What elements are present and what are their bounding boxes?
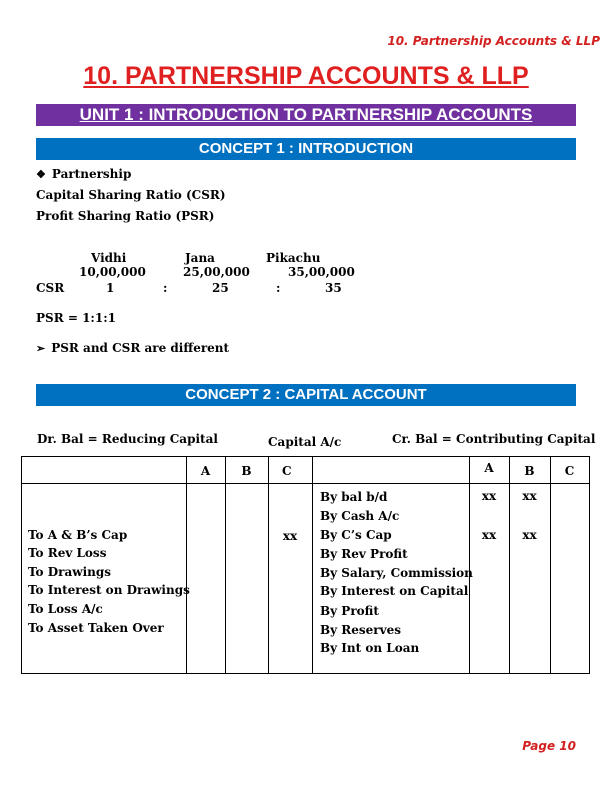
csr-value: 35 <box>325 281 342 295</box>
partner-capital: 25,00,000 <box>183 265 250 279</box>
table-border-left <box>21 456 22 674</box>
partner-capital: 10,00,000 <box>79 265 146 279</box>
credit-balance-label: Cr. Bal = Contributing Capital <box>392 432 596 446</box>
bullet-title: Partnership <box>51 167 132 181</box>
col-header-c: C <box>282 464 292 478</box>
table-header-line <box>21 483 590 484</box>
credit-item: By Rev Profit <box>320 547 408 561</box>
credit-item: By Profit <box>320 604 379 618</box>
debit-item: To Interest on Drawings <box>28 583 190 597</box>
csr-value: 25 <box>212 281 229 295</box>
credit-a-value: xx <box>481 528 497 542</box>
ratio-colon: : <box>163 281 168 295</box>
credit-a-value: xx <box>481 489 497 503</box>
arrow-bullet-icon: ➢ <box>36 342 46 355</box>
debit-balance-label: Dr. Bal = Reducing Capital <box>37 432 218 446</box>
col-divider <box>186 456 187 674</box>
csr-value: 1 <box>106 281 115 295</box>
diamond-bullet-icon: ❖ <box>36 168 46 181</box>
partner-name: Jana <box>185 251 215 265</box>
table-border-right <box>589 456 590 674</box>
page-number: Page 10 <box>522 739 576 753</box>
partnership-bullet <box>36 167 131 181</box>
col-divider <box>225 456 226 674</box>
col-header-b: B <box>524 464 535 478</box>
debit-c-value: xx <box>282 529 298 543</box>
table-border-top <box>21 456 590 457</box>
unit-heading: UNIT 1 : INTRODUCTION TO PARTNERSHIP ACCOUNTS <box>36 104 576 126</box>
debit-item: To Rev Loss <box>28 546 107 560</box>
page-title: 10. PARTNERSHIP ACCOUNTS & LLP <box>83 62 529 90</box>
psr-line: Profit Sharing Ratio (PSR) <box>36 209 215 223</box>
running-header: 10. Partnership Accounts & LLP <box>387 34 600 48</box>
credit-item: By C’s Cap <box>320 528 392 542</box>
partner-name: Pikachu <box>266 251 321 265</box>
csr-label: CSR <box>36 281 65 295</box>
credit-item: By Reserves <box>320 623 401 637</box>
credit-b-value: xx <box>522 528 537 542</box>
psr-ratio: PSR = 1:1:1 <box>36 311 116 325</box>
col-divider <box>312 456 313 674</box>
note-text: PSR and CSR are different <box>51 341 230 355</box>
debit-item: To Drawings <box>28 565 111 579</box>
col-header-a: A <box>484 461 494 475</box>
credit-item: By Int on Loan <box>320 641 420 655</box>
ratio-colon: : <box>276 281 281 295</box>
csr-line: Capital Sharing Ratio (CSR) <box>36 188 226 202</box>
concept1-heading: CONCEPT 1 : INTRODUCTION <box>36 138 576 160</box>
col-header-b: B <box>241 464 252 478</box>
table-border-bottom <box>21 673 590 674</box>
credit-b-value: xx <box>522 489 537 503</box>
credit-item: By bal b/d <box>320 490 388 504</box>
account-title: Capital A/c <box>268 435 342 449</box>
col-header-c: C <box>564 464 575 478</box>
col-divider <box>268 456 269 674</box>
partner-name: Vidhi <box>91 251 127 265</box>
credit-item: By Interest on Capital <box>320 584 469 598</box>
debit-item: To A & B’s Cap <box>28 528 128 542</box>
debit-item: To Loss A/c <box>28 602 103 616</box>
col-header-a: A <box>200 464 211 478</box>
note-bullet <box>36 341 229 355</box>
credit-item: By Cash A/c <box>320 509 400 523</box>
concept2-heading: CONCEPT 2 : CAPITAL ACCOUNT <box>36 384 576 406</box>
debit-item: To Asset Taken Over <box>28 621 164 635</box>
col-divider <box>550 456 551 674</box>
partner-capital: 35,00,000 <box>288 265 355 279</box>
credit-item: By Salary, Commission <box>320 566 473 580</box>
